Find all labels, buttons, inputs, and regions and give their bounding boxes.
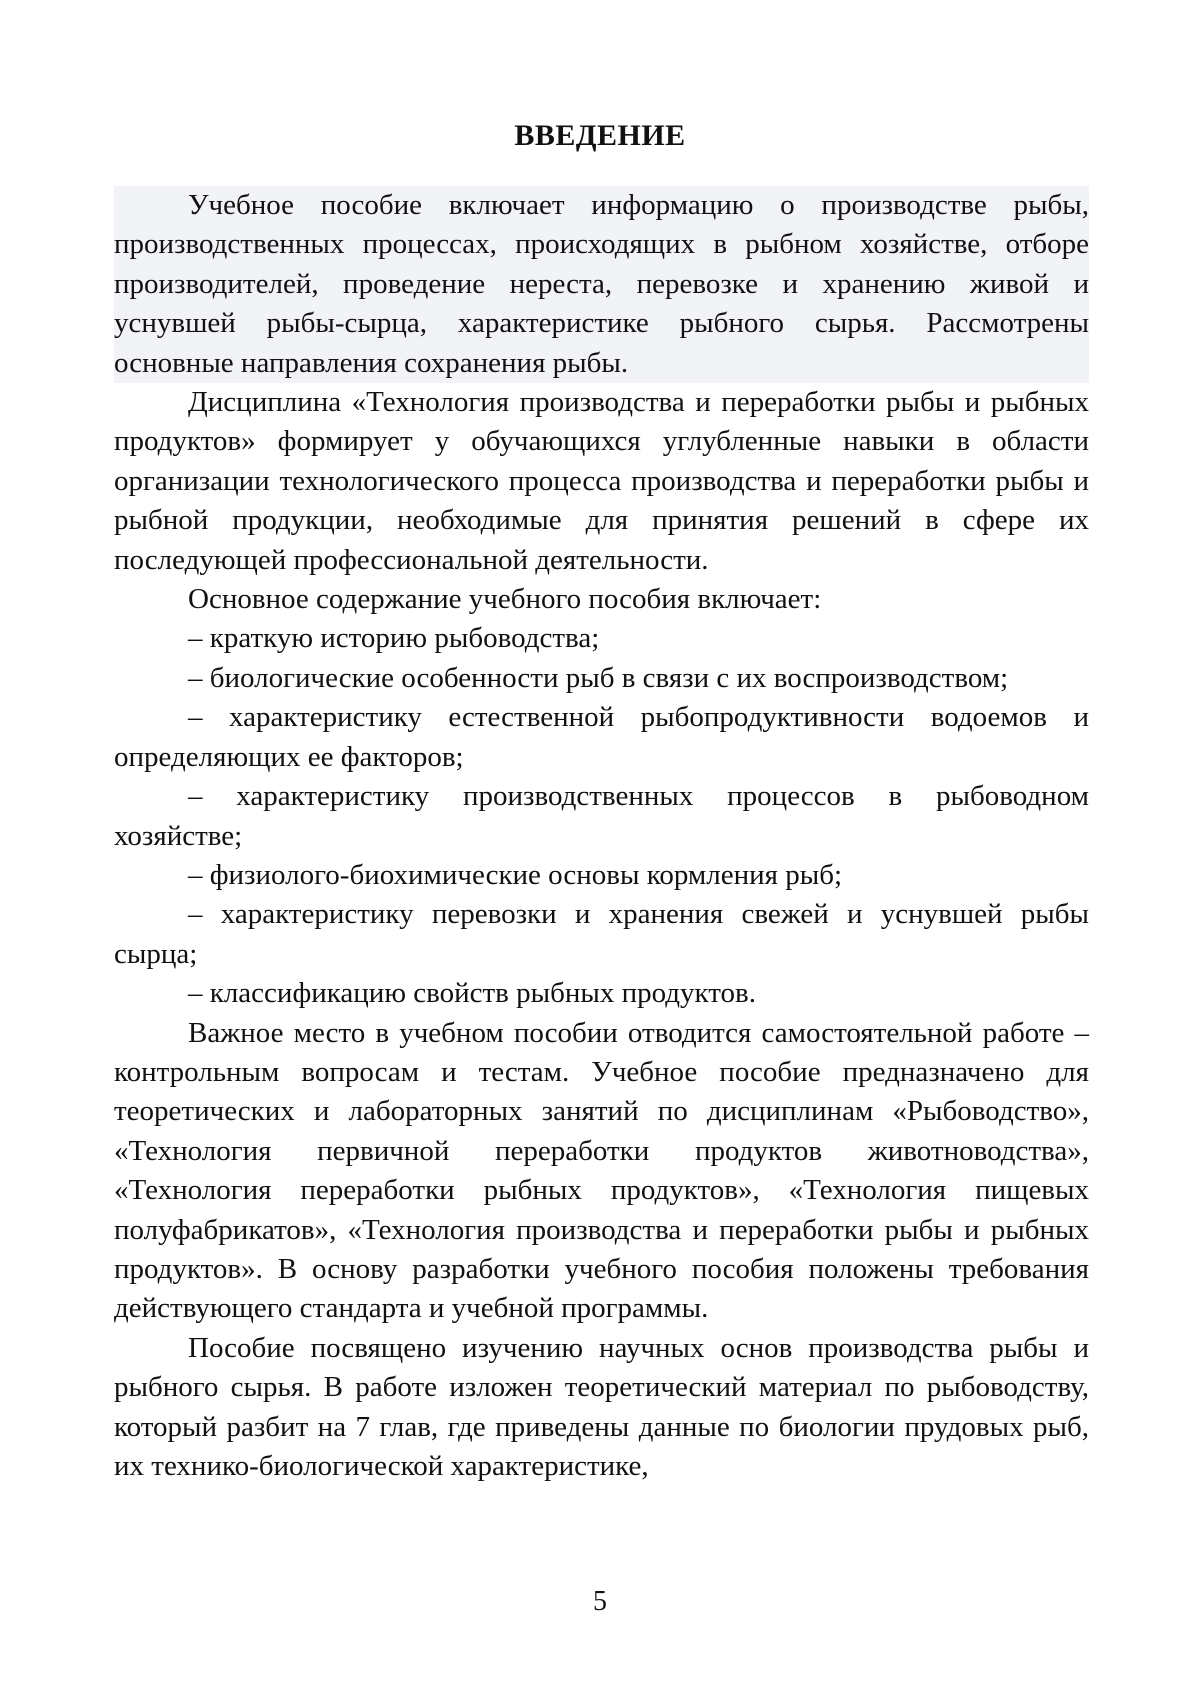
paragraph-intro: Учебное пособие включает информацию о производстве рыбы, производственных процессах, происходящих в рыбном хозяйстве, отборе производителей, проведение нереста, перевозке и хранению живой и уснувшей рыбы-сырца, характеристике рыбного сырья. Рассмотрены основные направления сохранения рыбы. — [114, 186, 1089, 383]
list-item: – классификацию свойств рыбных продуктов. — [188, 977, 756, 1010]
list-item: – характеристику производственных процессов в рыбоводном хозяйстве; — [114, 780, 1089, 852]
list-item: – характеристику перевозки и хранения свежей и уснувшей рыбы сырца; — [114, 898, 1089, 970]
paragraph-discipline: Дисциплина «Технология производства и переработки рыбы и рыбных продуктов» формирует у обучающихся углубленные навыки в области организации технологического процесса производства и переработки рыбы и рыбной продукции, необходимые для принятия решений в сфере их последующей профессиональной деятельности. — [114, 386, 1089, 576]
page-number: 5 — [593, 1586, 607, 1617]
list-item: – биологические особенности рыб в связи с их воспроизводством; — [188, 661, 1009, 694]
paragraph-scope: Пособие посвящено изучению научных основ производства рыбы и рыбного сырья. В работе изложен теоретический материал по рыбоводству, который разбит на 7 глав, где приведены данные по биологии прудовых рыб, их технико-биологической характеристике, — [114, 1331, 1089, 1482]
list-item: – характеристику естественной рыбопродуктивности водоемов и определяющих ее факторов; — [114, 701, 1089, 773]
paragraph-self-study: Важное место в учебном пособии отводится самостоятельной работе – контрольным вопросам и тестам. Учебное пособие предназначено для теоретических и лабораторных занятий по дисциплинам «Рыбоводство», «Технология первичной переработки продуктов животноводства», «Технология переработки рыбных продуктов», «Технология пищевых полуфабрикатов», «Технология производства и переработки рыбы и рыбных продуктов». В основу разработки учебного пособия положены требования действующего стандарта и учебной программы. — [114, 1016, 1089, 1325]
page-title: ВВЕДЕНИЕ — [514, 119, 686, 152]
contents-list — [114, 619, 1089, 1013]
list-item: – краткую историю рыбоводства; — [188, 622, 600, 655]
paragraph-contents-lead: Основное содержание учебного пособия включает: — [188, 583, 822, 616]
body-text — [114, 186, 1089, 1486]
list-item: – физиолого-биохимические основы кормления рыб; — [188, 858, 843, 891]
